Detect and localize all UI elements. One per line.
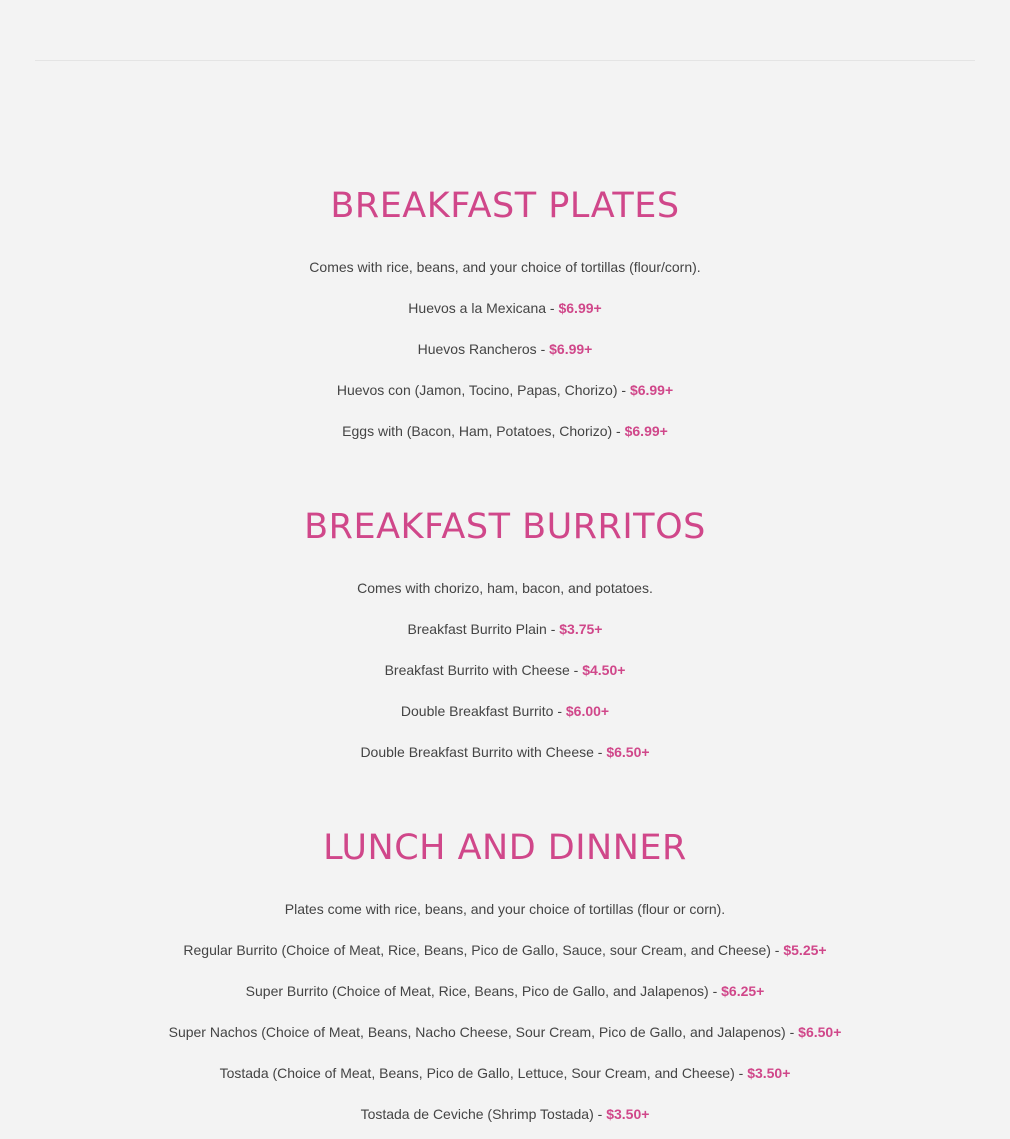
menu-item-name: Breakfast Burrito with Cheese - [384,662,583,678]
menu-item [0,702,1010,720]
menu-item-price: $6.99+ [558,300,602,316]
menu-item [0,1023,1010,1041]
section-note-breakfast-plates: Comes with rice, beans, and your choice of tortillas (flour/corn). [309,259,701,275]
menu-item-price: $6.50+ [606,744,650,760]
section-title-breakfast-plates: BREAKFAST PLATES [330,186,680,226]
menu-item-price: $6.99+ [629,382,674,398]
menu-item-price: $3.50+ [606,1106,650,1122]
menu-item-name: Tostada de Ceviche (Shrimp Tostada) - [360,1106,607,1122]
section-title-lunch-and-dinner: LUNCH AND DINNER [323,828,687,868]
menu-item [0,661,1010,679]
menu-item-name: Huevos Rancheros - [417,341,550,357]
menu-item [0,340,1010,358]
menu-item [0,299,1010,317]
menu-item-price: $6.99+ [549,341,593,357]
top-divider [35,60,975,61]
menu-item [0,743,1010,761]
menu-item-name: Double Breakfast Burrito with Cheese - [360,744,607,760]
menu-item [0,941,1010,959]
menu-item-price: $6.99+ [624,423,668,439]
menu-item-price: $6.00+ [565,703,610,719]
menu-item [0,381,1010,399]
menu-item-name: Huevos a la Mexicana - [408,300,559,316]
menu-item-name: Super Burrito (Choice of Meat, Rice, Beans, Pico de Gallo, and Jalapenos) - [245,983,722,999]
menu-item-name: Huevos con (Jamon, Tocino, Papas, Chorizo) - [336,382,630,398]
section-title-breakfast-burritos: BREAKFAST BURRITOS [304,507,706,547]
menu-item-name: Tostada (Choice of Meat, Beans, Pico de Gallo, Lettuce, Sour Cream, and Cheese) - [219,1065,748,1081]
section-note-breakfast-burritos: Comes with chorizo, ham, bacon, and potatoes. [357,580,653,596]
menu-item [0,1064,1010,1082]
menu-item-name: Double Breakfast Burrito - [400,703,566,719]
menu-item-price: $4.50+ [582,662,626,678]
menu-item-name: Breakfast Burrito Plain - [407,621,560,637]
menu-item-price: $3.75+ [559,621,603,637]
menu-item-price: $6.25+ [721,983,765,999]
menu-item [0,620,1010,638]
menu-item [0,422,1010,440]
menu-item-name: Regular Burrito (Choice of Meat, Rice, Beans, Pico de Gallo, Sauce, sour Cream, and Cheese) - [183,942,784,958]
section-note-lunch-and-dinner: Plates come with rice, beans, and your choice of tortillas (flour or corn). [284,901,726,917]
menu-item [0,982,1010,1000]
menu-item [0,1105,1010,1123]
menu-item-name: Eggs with (Bacon, Ham, Potatoes, Chorizo) - [342,423,625,439]
menu-item-price: $3.50+ [747,1065,791,1081]
menu-item-name: Super Nachos (Choice of Meat, Beans, Nacho Cheese, Sour Cream, Pico de Gallo, and Jalapenos) - [168,1024,799,1040]
menu-item-price: $6.50+ [798,1024,842,1040]
menu-item-price: $5.25+ [783,942,827,958]
